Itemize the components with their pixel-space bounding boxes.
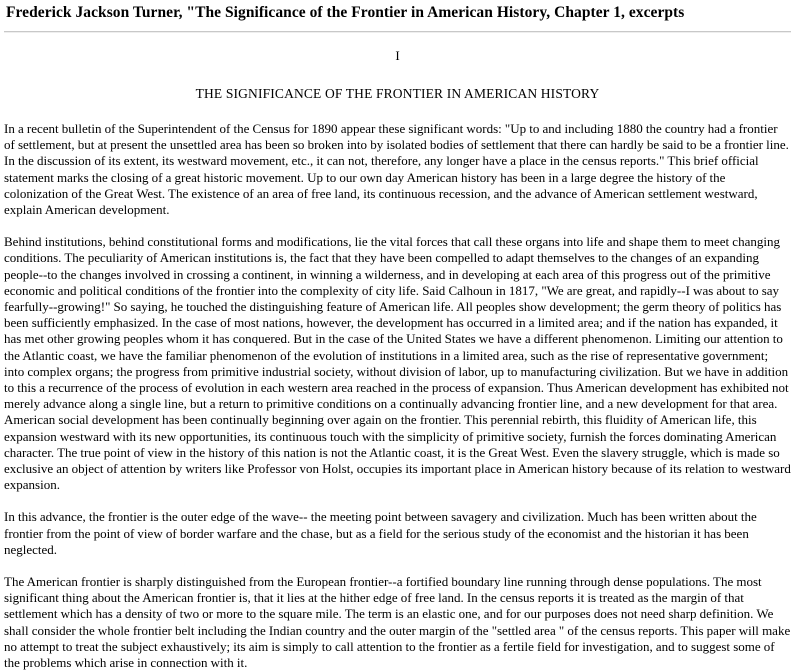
title-divider <box>4 31 791 33</box>
paragraph: Behind institutions, behind constitutional forms and modifications, lie the vital forces that call these organs into life and shape them to meet changing conditions. The peculiarity of American institutions is, the fact that they have been compelled to adapt themselves to the changes of an expanding people--to the changes involved in crossing a continent, in winning a wilderness, and in developing at each area of this progress out of the primitive economic and political conditions of the frontier into the complexity of city life. Said Calhoun in 1817, "We are great, and rapidly--I was about to say fearfully--growing!" So saying, he touched the distinguishing feature of American life. All peoples show development; the germ theory of politics has been sufficiently emphasized. In the case of most nations, however, the development has occurred in a limited area; and if the nation has expanded, it has met other growing peoples whom it has conquered. But in the case of the United States we have a different phenomenon. Limiting our attention to the Atlantic coast, we have the familiar phenomenon of the evolution of institutions in a limited area, such as the rise of representative government; into complex organs; the progress from primitive industrial society, without division of labor, up to manufacturing civilization. But we have in addition to this a recurrence of the process of evolution in each western area reached in the process of expansion. Thus American development has exhibited not merely advance along a single line, but a return to primitive conditions on a continually advancing frontier line, and a new development for that area. American social development has been continually beginning over again on the frontier. This perennial rebirth, this fluidity of American life, this expansion westward with its new opportunities, its continuous touch with the simplicity of primitive society, furnish the forces dominating American character. The true point of view in the history of this nation is not the Atlantic coast, it is the Great West. Even the slavery struggle, which is made so exclusive an object of attention by writers like Professor von Holst, occupies its important place in American history because of its relation to westward expansion. <box>4 234 791 493</box>
paragraph: In a recent bulletin of the Superintendent of the Census for 1890 appear these significant words: "Up to and including 1880 the country had a frontier of settlement, but at present the unsettled area has been so broken into by isolated bodies of settlement that there can hardly be said to be a frontier line. In the discussion of its extent, its westward movement, etc., it can not, therefore, any longer have a place in the census reports." This brief official statement marks the closing of a great historic movement. Up to our own day American history has been in a large degree the history of the colonization of the Great West. The existence of an area of free land, its continuous recession, and the advance of American settlement westward, explain American development. <box>4 121 789 218</box>
section-heading: THE SIGNIFICANCE OF THE FRONTIER IN AMERICAN HISTORY <box>195 86 600 101</box>
paragraph: The American frontier is sharply distinguished from the European frontier--a fortified boundary line running through dense populations. The most significant thing about the American frontier is, that it lies at the hither edge of free land. In the census reports it is treated as the margin of that settlement which has a density of two or more to the square mile. The term is an elastic one, and for our purposes does not need sharp definition. We shall consider the whole frontier belt including the Indian country and the outer margin of the "settled area " of the census reports. This paper will make no attempt to treat the subject exhaustively; its aim is simply to call attention to the frontier as a fertile field for investigation, and to suggest some of the problems which arise in connection with it. <box>4 574 791 671</box>
page-title: Frederick Jackson Turner, "The Significance of the Frontier in American History, Chapter 1, excerpts <box>6 4 685 21</box>
section-number: I <box>395 48 400 63</box>
document-page <box>0 4 796 671</box>
paragraph: In this advance, the frontier is the outer edge of the wave-- the meeting point between savagery and civilization. Much has been written about the frontier from the point of view of border warfare and the chase, but as a field for the serious study of the economist and the historian it has been neglected. <box>4 509 757 557</box>
